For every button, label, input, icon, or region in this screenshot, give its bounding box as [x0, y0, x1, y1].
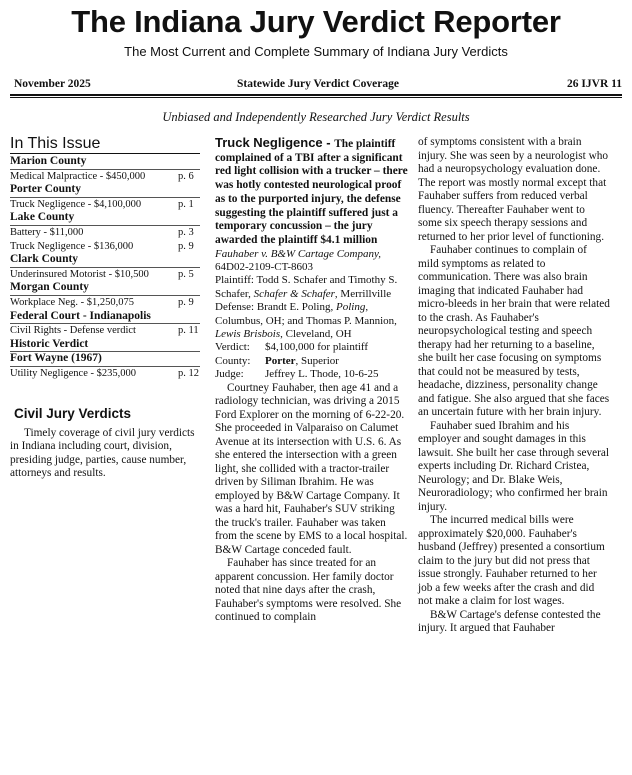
- county-line: [215, 355, 408, 368]
- toc-entry-label: Utility Negligence - $235,000: [10, 367, 136, 379]
- verdict-line: [215, 341, 408, 354]
- plaintiff-counsel: [215, 274, 408, 301]
- plaintiff-firm: Schafer & Schafer: [253, 287, 335, 300]
- plaintiff-label: Plaintiff:: [215, 274, 254, 287]
- toc-county: Lake County: [10, 211, 200, 226]
- article-paragraph: Fauhaber continues to complain of mild symptoms as related to communication. There was also brain imaging that indicated Fauhaber had micro-bleeds in her brain that were related to the crash. As Fauhaber's neuropsychological testing and speech therapy had her returning to a baseline, she built her case focusing on symptoms that could not be measured by tests, headache, dizziness, personality change and fatigue. She also argued that she faces an uncertain future with her brain injury.: [418, 244, 610, 418]
- toc-entry[interactable]: [10, 170, 200, 184]
- article-paragraph: Fauhaber sued Ibrahim and his employer and sought damages in this lawsuit. She built her case through several experts including Dr. Richard Cristea, Neurology; and Dr. Blake Weis, Neuroradiology; who confirmed her brain injury.: [418, 419, 610, 513]
- civil-description: Timely coverage of civil jury verdicts in Indiana including court, division, presiding judge, parties, cause number, attorneys and results.: [10, 427, 195, 480]
- toc-county: Historic Verdict: [10, 338, 200, 353]
- defense-city-1: , Columbus, OH; and Thomas P. Mannion,: [215, 301, 397, 327]
- issue-citation: 26 IJVR 11: [567, 78, 622, 90]
- toc-entry[interactable]: [10, 240, 200, 254]
- defense-firm-2: Lewis Brisbois: [215, 328, 281, 341]
- toc-entry-label: Civil Rights - Defense verdict: [10, 325, 136, 337]
- toc-entry-page: p. 9: [178, 296, 194, 308]
- masthead-divider: [10, 94, 622, 98]
- toc-entry[interactable]: [10, 268, 200, 282]
- judge-label: Judge:: [215, 368, 244, 381]
- toc-entry-page: p. 5: [178, 268, 194, 280]
- toc-entry[interactable]: [10, 198, 200, 212]
- toc-entry-page: p. 6: [178, 170, 194, 182]
- toc-entry-page: p. 12: [178, 367, 199, 379]
- toc-entry[interactable]: [10, 296, 200, 310]
- toc-county: Federal Court - Indianapolis: [10, 310, 200, 325]
- article-paragraph: Fauhaber has since treated for an apparent concussion. Her family doctor noted that nine days after the crash, Fauhaber's symptoms were resolved. She continued to complain: [215, 557, 402, 624]
- toc-divider: [10, 153, 200, 154]
- defense-names: Brandt E. Poling,: [256, 301, 336, 314]
- toc-entry-label: Underinsured Motorist - $10,500: [10, 268, 149, 280]
- judge-line: [215, 368, 408, 381]
- toc-entry-page: p. 9: [178, 240, 194, 252]
- county-label: County:: [215, 354, 251, 367]
- masthead-title: The Indiana Jury Verdict Reporter: [71, 4, 561, 39]
- toc-entry-page: p. 11: [178, 325, 199, 337]
- verdict-label: Verdict:: [215, 341, 250, 354]
- article-paragraph: Courtney Fauhaber, then age 41 and a radiology technician, was driving a 2015 Ford Explorer on the morning of 6-22-20. She proceeded in Valparaiso on Calumet Avenue at its intersection with U.S. 6. As she entered the intersection with a green light, she collided with a tractor-trailer driven by Siliman Ibrahim. He was employed by B&W Cartage Company. It was a hard hit, Fauhaber's SUV striking the truck's trailer. Fauhaber was taken from the scene by EMS to a local hospital. B&W Cartage conceded fault.: [215, 381, 408, 556]
- toc-entry[interactable]: [10, 226, 200, 240]
- plaintiff-city: , Merrillville: [334, 287, 392, 300]
- article-column-2: [418, 136, 610, 636]
- county-name: Porter: [265, 354, 296, 367]
- defense-city-2: , Cleveland, OH: [280, 328, 352, 341]
- toc-county: Clark County: [10, 253, 200, 268]
- table-of-contents: [10, 155, 200, 381]
- article-title: Truck Negligence -: [215, 135, 335, 150]
- article-headline: [215, 136, 408, 248]
- toc-entry[interactable]: [10, 367, 200, 381]
- plaintiff-names: Todd S. Schafer and Timothy S. Schafer,: [215, 274, 398, 300]
- toc-entry-label: Truck Negligence - $4,100,000: [10, 198, 142, 210]
- judge-value: Jeffrey L. Thode, 10-6-25: [265, 368, 379, 381]
- defense-counsel: [215, 301, 408, 341]
- issue-coverage: Statewide Jury Verdict Coverage: [237, 78, 399, 90]
- toc-entry-label: Battery - $11,000: [10, 226, 84, 238]
- article-column-1: [215, 136, 408, 625]
- toc-entry-label: Workplace Neg. - $1,250,075: [10, 296, 134, 308]
- toc-county: Marion County: [10, 155, 200, 170]
- toc-heading: In This Issue: [10, 135, 101, 152]
- cause-number: 64D02-2109-CT-8603: [215, 261, 313, 274]
- toc-county: Porter County: [10, 183, 200, 198]
- defense-label: Defense:: [215, 301, 255, 314]
- tagline: Unbiased and Independently Researched Jury Verdict Results: [162, 110, 470, 124]
- toc-entry-page: p. 1: [178, 198, 194, 210]
- civil-heading: Civil Jury Verdicts: [14, 406, 132, 421]
- toc-county: Morgan County: [10, 281, 200, 296]
- article-paragraph: of symptoms consistent with a brain injury. She was seen by a neurologist who had a neuropsychology evaluation done. The report was mostly normal except that Fauhaber suffers from reduced verbal fluency. Thereafter Fauhaber went to some six speech therapy sessions and returned to her prior level of functioning.: [418, 136, 609, 243]
- toc-entry-label: Medical Malpractice - $450,000: [10, 170, 146, 182]
- verdict-value: $4,100,000 for plaintiff: [265, 341, 369, 354]
- article-paragraph: The incurred medical bills were approximately $20,000. Fauhaber's husband (Jeffrey) presented a consortium claim to the jury but did not press that issue strongly. Fauhaber returned to her job a few weeks after the crash and did not make a claim for lost wages.: [418, 514, 605, 607]
- issue-bar: [14, 78, 622, 92]
- masthead-subtitle: The Most Current and Complete Summary of Indiana Jury Verdicts: [124, 44, 508, 59]
- toc-entry-page: p. 3: [178, 226, 194, 238]
- county-court: , Superior: [295, 354, 339, 367]
- toc-entry-label: Truck Negligence - $136,000: [10, 240, 134, 252]
- article-paragraph: B&W Cartage's defense contested the injury. It argued that Fauhaber: [418, 608, 601, 634]
- issue-date: November 2025: [14, 78, 91, 90]
- defense-firm-1: Poling: [335, 301, 366, 314]
- toc-entry[interactable]: [10, 324, 200, 338]
- case-caption: Fauhaber v. B&W Cartage Company,: [215, 247, 381, 260]
- article-summary: The plaintiff complained of a TBI after a significant red light collision with a trucker – there was hotly contested neurological proof as to the purported injury, the defense suggesting the plaintiff suffered just a temporary concussion – the jury awarded the plaintiff $4.1 million: [215, 138, 408, 246]
- toc-county: Fort Wayne (1967): [10, 352, 200, 367]
